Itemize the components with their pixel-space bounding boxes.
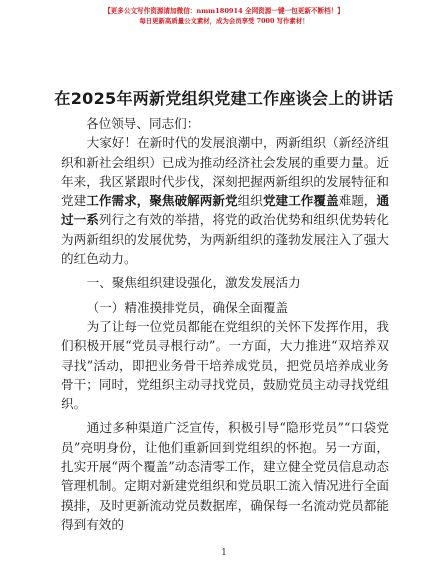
body-paragraph-2: 通过多种渠道广泛宣传，积极引导“隐形党员”“口袋党员”亮明身份，让他们重新回到党组织的怀抱。另一方面，扎实开展“两个覆盖”动态清零工作，建立健全党员信息动态管理机制。定期对新建党组织和党员职工流入情况进行全面摸排，及时更新流动党员数据库，确保每一名流动党员都能得到有效的 xyxy=(61,420,389,532)
intro-bold-3: 通过一系 xyxy=(61,193,390,228)
document-title: 在2025年两新党组织党建工作座谈会上的讲话 xyxy=(54,89,394,108)
promo-banner xyxy=(0,6,448,26)
intro-bold-1: 工作需求，聚焦破解两新党 xyxy=(86,193,238,209)
promo-line-1: 【更多公文写作资源请加微信：nmm180914 全网资源一键一包更新不断档！】 xyxy=(104,7,344,15)
promo-line-2: 每日更新高质量公文素材，成为会员享受 7000 写作素材！ xyxy=(139,17,309,25)
intro-text-3: 难题， xyxy=(338,193,377,209)
subsection-heading-1: （一）精准摸排党员，确保全面覆盖 xyxy=(86,299,289,315)
section-heading-1: 一、聚焦组织建设强化，激发发展活力 xyxy=(86,275,301,291)
page-number: 1 xyxy=(221,548,227,558)
intro-text-2: 组织 xyxy=(237,193,263,209)
intro-text-4: 列行之有效的举措，将党的政治优势和组织优势转化为两新组织的发展优势，为两新组织的蓬勃发展注入了强大的红色动力。 xyxy=(61,212,390,267)
document-body xyxy=(61,114,389,534)
greeting: 各位领导、同志们： xyxy=(86,116,200,131)
body-paragraph-1: 为了让每一位党员都能在党组织的关怀下发挥作用，我们积极开展“党员寻根行动”。一方面，大力推进“双培养双寻找”活动，即把业务骨干培养成党员，把党员培养成业务骨干；同时，党组织主动寻找党员，鼓励党员主动寻找党组织。 xyxy=(61,318,389,412)
intro-paragraph xyxy=(61,133,389,268)
intro-text-1: 大家好！在新时代的发展浪潮中，两新组织（新经济组织和新社会组织）已成为推动经济社会发展的重要力量。近年来，我区紧跟时代步伐，深刻把握两新组织的发展特征和党建 xyxy=(61,135,389,209)
intro-bold-2: 党建工作覆盖 xyxy=(262,193,339,209)
